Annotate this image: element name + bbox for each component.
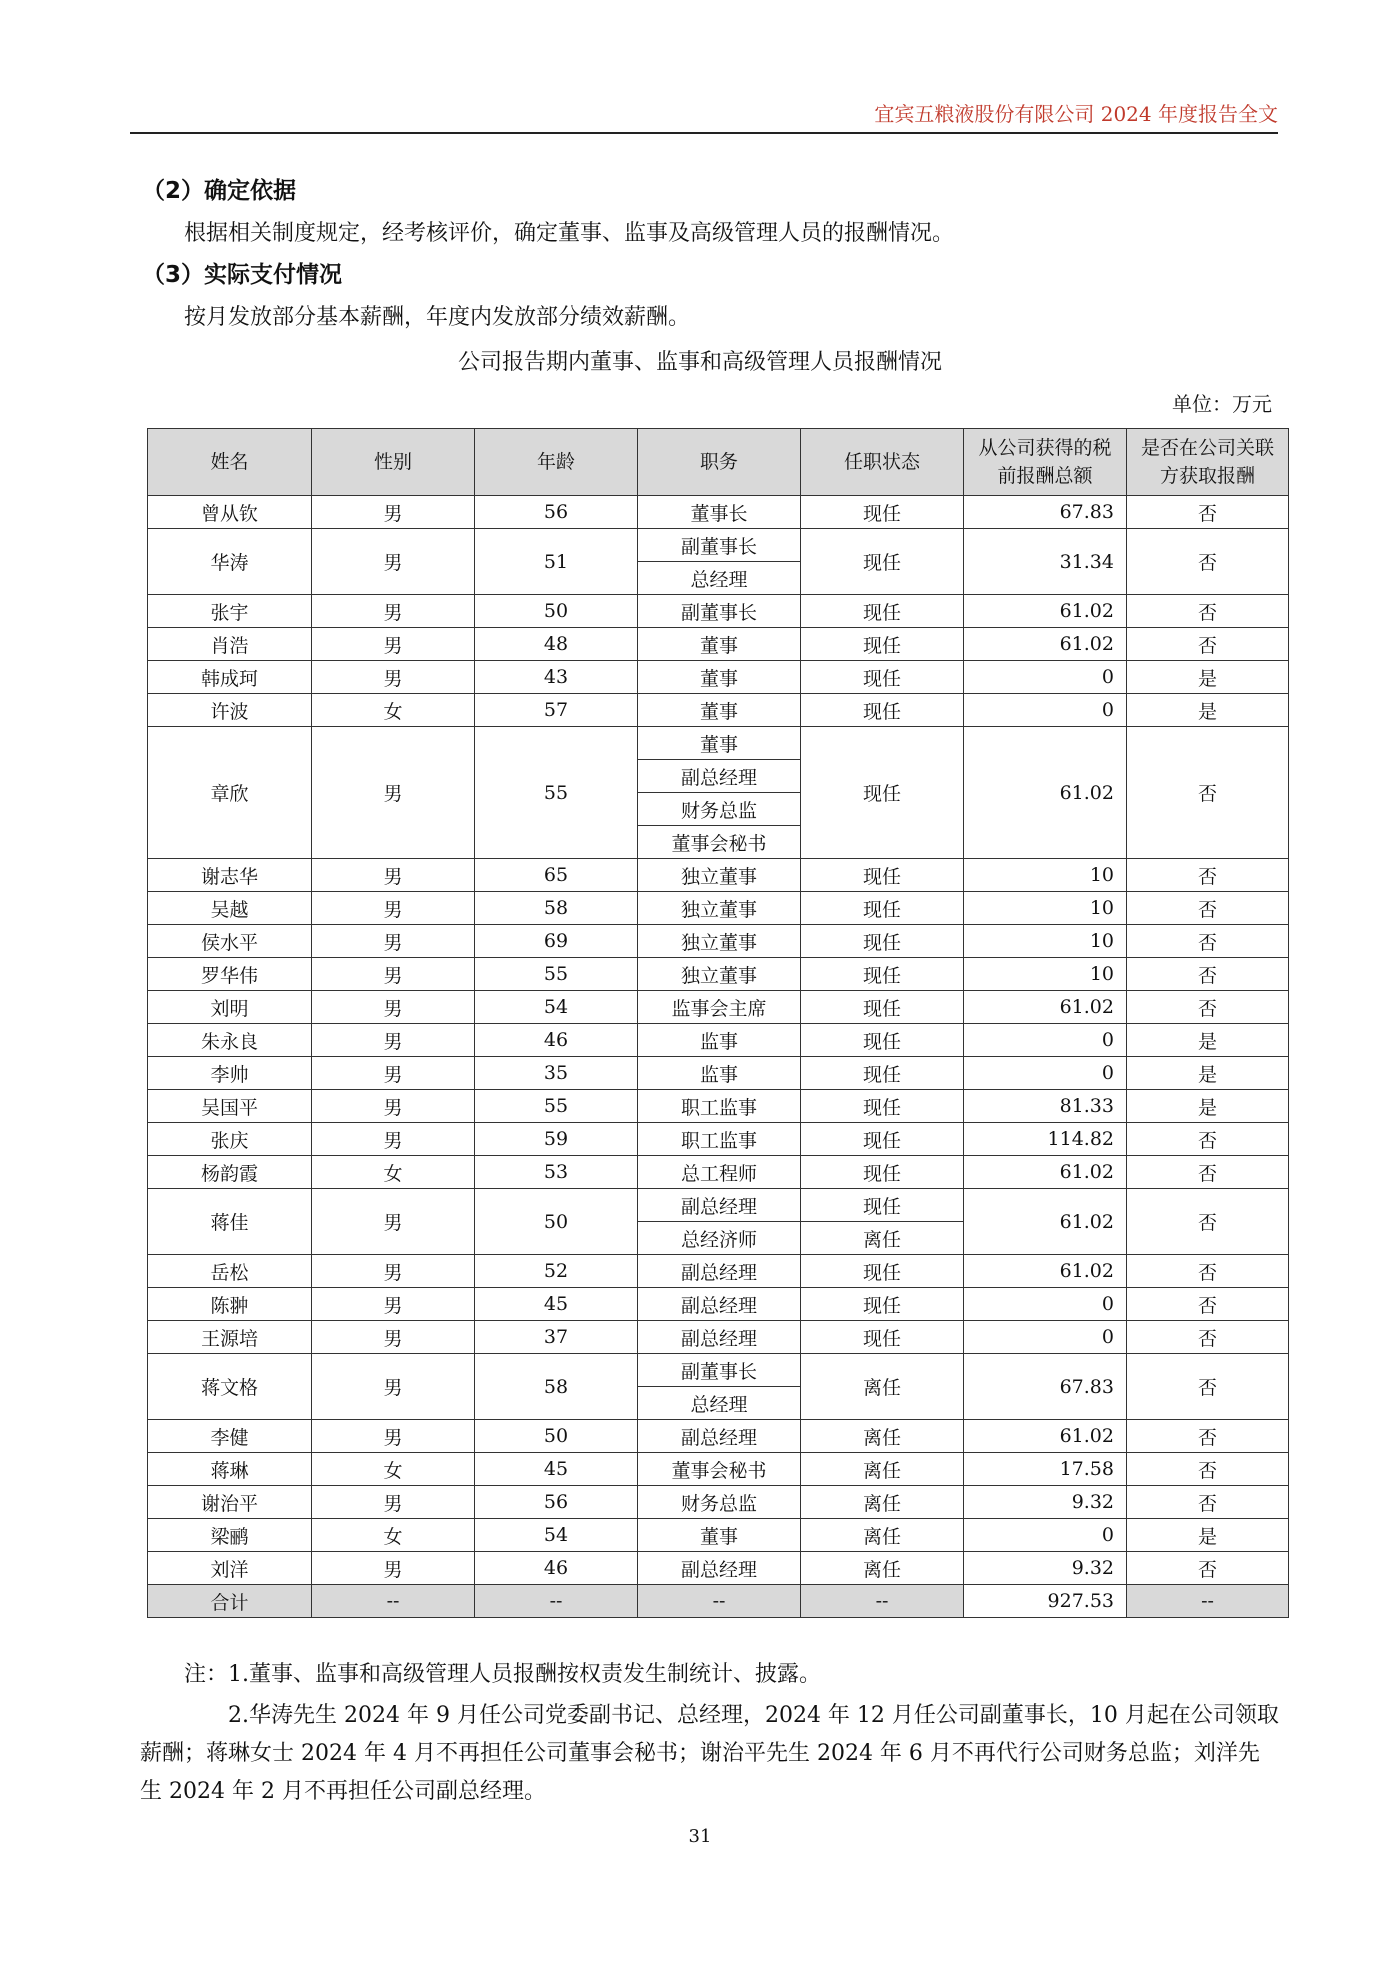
cell-position: 总经理: [638, 562, 801, 595]
cell-age: 69: [475, 925, 638, 958]
cell-position: 副总经理: [638, 1288, 801, 1321]
column-header: 年龄: [475, 429, 638, 496]
cell-pay: 81.33: [964, 1090, 1127, 1123]
cell-name: 蒋文格: [148, 1354, 312, 1420]
cell-position: 副总经理: [638, 1552, 801, 1585]
table-row: [148, 595, 1289, 628]
cell-gender: 男: [312, 1288, 475, 1321]
cell-gender: 男: [312, 1024, 475, 1057]
running-header: 宜宾五粮液股份有限公司 2024 年度报告全文: [874, 102, 1278, 126]
cell-status: 离任: [801, 1453, 964, 1486]
cell-age: 54: [475, 1519, 638, 1552]
cell-pay: 0: [964, 661, 1127, 694]
cell-name: 蒋琳: [148, 1453, 312, 1486]
cell-name: 张庆: [148, 1123, 312, 1156]
cell-gender: 男: [312, 529, 475, 595]
header-rule: [130, 132, 1278, 134]
table-row: [148, 496, 1289, 529]
table-row: [148, 892, 1289, 925]
cell-age: 55: [475, 1090, 638, 1123]
cell-name: 蒋佳: [148, 1189, 312, 1255]
table-row: [148, 1552, 1289, 1585]
cell-name: 吴越: [148, 892, 312, 925]
cell-status: 现任: [801, 991, 964, 1024]
cell-pay: 61.02: [964, 1156, 1127, 1189]
total-pay: 927.53: [964, 1585, 1127, 1618]
cell-position: 独立董事: [638, 925, 801, 958]
cell-related: 否: [1127, 892, 1289, 925]
cell-age: 51: [475, 529, 638, 595]
cell-position: 董事会秘书: [638, 826, 801, 859]
cell-status: 离任: [801, 1552, 964, 1585]
cell-related: 否: [1127, 529, 1289, 595]
cell-related: 否: [1127, 1552, 1289, 1585]
cell-status: 现任: [801, 694, 964, 727]
cell-pay: 0: [964, 1288, 1127, 1321]
cell-gender: 男: [312, 859, 475, 892]
cell-status: 现任: [801, 1321, 964, 1354]
cell-position: 独立董事: [638, 892, 801, 925]
cell-related: 否: [1127, 1288, 1289, 1321]
table-caption: 公司报告期内董事、监事和高级管理人员报酬情况: [457, 350, 942, 375]
cell-name: 章欣: [148, 727, 312, 859]
cell-status: 现任: [801, 1090, 964, 1123]
total-dash: --: [475, 1585, 638, 1618]
cell-age: 50: [475, 1420, 638, 1453]
column-header: 从公司获得的税前报酬总额: [964, 429, 1127, 496]
cell-related: 否: [1127, 859, 1289, 892]
cell-status: 现任: [801, 628, 964, 661]
cell-gender: 男: [312, 727, 475, 859]
cell-status: 现任: [801, 1255, 964, 1288]
table-row: [148, 628, 1289, 661]
table-row: [148, 958, 1289, 991]
cell-name: 梁鹂: [148, 1519, 312, 1552]
cell-age: 53: [475, 1156, 638, 1189]
cell-status: 现任: [801, 1288, 964, 1321]
cell-age: 54: [475, 991, 638, 1024]
table-row: [148, 925, 1289, 958]
cell-age: 50: [475, 595, 638, 628]
cell-position: 财务总监: [638, 793, 801, 826]
table-row: [148, 1519, 1289, 1552]
total-dash: --: [1127, 1585, 1289, 1618]
cell-position: 职工监事: [638, 1090, 801, 1123]
cell-position: 副董事长: [638, 1354, 801, 1387]
cell-position: 副总经理: [638, 760, 801, 793]
cell-related: 否: [1127, 727, 1289, 859]
table-row: [148, 727, 1289, 760]
cell-pay: 61.02: [964, 1420, 1127, 1453]
table-row: [148, 1156, 1289, 1189]
cell-name: 吴国平: [148, 1090, 312, 1123]
cell-gender: 男: [312, 628, 475, 661]
cell-status: 现任: [801, 661, 964, 694]
cell-name: 刘明: [148, 991, 312, 1024]
cell-name: 罗华伟: [148, 958, 312, 991]
total-dash: --: [638, 1585, 801, 1618]
cell-position: 董事: [638, 1519, 801, 1552]
cell-age: 43: [475, 661, 638, 694]
cell-position: 董事: [638, 727, 801, 760]
cell-position: 总经济师: [638, 1222, 801, 1255]
cell-gender: 男: [312, 1552, 475, 1585]
cell-position: 职工监事: [638, 1123, 801, 1156]
cell-gender: 男: [312, 925, 475, 958]
table-row: [148, 694, 1289, 727]
cell-related: 否: [1127, 1453, 1289, 1486]
cell-status: 现任: [801, 529, 964, 595]
cell-pay: 61.02: [964, 595, 1127, 628]
cell-age: 56: [475, 1486, 638, 1519]
cell-related: 否: [1127, 1321, 1289, 1354]
cell-gender: 男: [312, 1420, 475, 1453]
cell-gender: 男: [312, 1090, 475, 1123]
cell-pay: 0: [964, 1057, 1127, 1090]
cell-status: 现任: [801, 1024, 964, 1057]
cell-pay: 114.82: [964, 1123, 1127, 1156]
cell-related: 是: [1127, 661, 1289, 694]
cell-age: 48: [475, 628, 638, 661]
cell-position: 副总经理: [638, 1420, 801, 1453]
cell-pay: 10: [964, 859, 1127, 892]
cell-age: 59: [475, 1123, 638, 1156]
cell-position: 董事: [638, 628, 801, 661]
cell-position: 监事: [638, 1057, 801, 1090]
table-row: [148, 991, 1289, 1024]
cell-gender: 男: [312, 1123, 475, 1156]
cell-position: 总经理: [638, 1387, 801, 1420]
table-row: [148, 1024, 1289, 1057]
cell-pay: 61.02: [964, 1189, 1127, 1255]
column-header: 姓名: [148, 429, 312, 496]
cell-gender: 女: [312, 694, 475, 727]
cell-position: 独立董事: [638, 859, 801, 892]
section-body-payment: 按月发放部分基本薪酬，年度内发放部分绩效薪酬。: [184, 305, 691, 330]
unit-label: 单位：万元: [1172, 392, 1272, 416]
cell-gender: 女: [312, 1156, 475, 1189]
cell-status: 现任: [801, 1057, 964, 1090]
table-row: [148, 1255, 1289, 1288]
cell-status: 现任: [801, 958, 964, 991]
cell-related: 是: [1127, 1057, 1289, 1090]
cell-pay: 0: [964, 1024, 1127, 1057]
cell-pay: 0: [964, 1321, 1127, 1354]
cell-pay: 9.32: [964, 1486, 1127, 1519]
column-header: 性别: [312, 429, 475, 496]
cell-gender: 男: [312, 661, 475, 694]
cell-gender: 男: [312, 991, 475, 1024]
table-row: [148, 529, 1289, 562]
cell-position: 董事: [638, 694, 801, 727]
column-header: 职务: [638, 429, 801, 496]
cell-related: 是: [1127, 694, 1289, 727]
cell-gender: 男: [312, 1354, 475, 1420]
cell-position: 副总经理: [638, 1255, 801, 1288]
cell-position: 董事会秘书: [638, 1453, 801, 1486]
section-body-basis: 根据相关制度规定，经考核评价，确定董事、监事及高级管理人员的报酬情况。: [184, 221, 955, 246]
table-row: [148, 1453, 1289, 1486]
cell-pay: 67.83: [964, 1354, 1127, 1420]
cell-gender: 男: [312, 1057, 475, 1090]
cell-related: 否: [1127, 1420, 1289, 1453]
cell-pay: 0: [964, 1519, 1127, 1552]
cell-name: 华涛: [148, 529, 312, 595]
cell-age: 56: [475, 496, 638, 529]
total-row: [148, 1585, 1289, 1618]
cell-pay: 10: [964, 892, 1127, 925]
cell-position: 独立董事: [638, 958, 801, 991]
cell-name: 刘洋: [148, 1552, 312, 1585]
cell-age: 50: [475, 1189, 638, 1255]
cell-related: 否: [1127, 1156, 1289, 1189]
note-2: 2.华涛先生 2024 年 9 月任公司党委副书记、总经理，2024 年 12 月任公司副董事长，10 月起在公司领取薪酬；蒋琳女士 2024 年 4 月不再担任公司董事会秘书；谢治平先生 2024 年 6 月不再代行公司财务总监；刘洋先生 2024 年 2 月不再担任公司副总经理。: [140, 1703, 1279, 1804]
cell-position: 财务总监: [638, 1486, 801, 1519]
cell-position: 副董事长: [638, 529, 801, 562]
cell-pay: 61.02: [964, 1255, 1127, 1288]
cell-name: 谢治平: [148, 1486, 312, 1519]
cell-pay: 10: [964, 958, 1127, 991]
cell-related: 否: [1127, 958, 1289, 991]
cell-status: 现任: [801, 595, 964, 628]
cell-name: 韩成珂: [148, 661, 312, 694]
cell-name: 岳松: [148, 1255, 312, 1288]
cell-related: 否: [1127, 1486, 1289, 1519]
cell-status: 现任: [801, 859, 964, 892]
cell-gender: 男: [312, 1255, 475, 1288]
cell-position: 监事会主席: [638, 991, 801, 1024]
cell-age: 55: [475, 727, 638, 859]
cell-related: 否: [1127, 595, 1289, 628]
cell-related: 否: [1127, 1189, 1289, 1255]
cell-pay: 10: [964, 925, 1127, 958]
cell-name: 杨韵霞: [148, 1156, 312, 1189]
cell-name: 谢志华: [148, 859, 312, 892]
cell-gender: 男: [312, 892, 475, 925]
cell-related: 否: [1127, 925, 1289, 958]
total-label: 合计: [148, 1585, 312, 1618]
cell-position: 董事: [638, 661, 801, 694]
cell-gender: 男: [312, 1189, 475, 1255]
cell-status: 现任: [801, 727, 964, 859]
cell-gender: 男: [312, 595, 475, 628]
table-row: [148, 661, 1289, 694]
cell-related: 否: [1127, 496, 1289, 529]
cell-position: 副董事长: [638, 595, 801, 628]
cell-name: 张宇: [148, 595, 312, 628]
table-row: [148, 1189, 1289, 1222]
cell-name: 曾从钦: [148, 496, 312, 529]
cell-age: 58: [475, 1354, 638, 1420]
cell-age: 52: [475, 1255, 638, 1288]
cell-status: 离任: [801, 1420, 964, 1453]
cell-related: 否: [1127, 1123, 1289, 1156]
cell-related: 是: [1127, 1024, 1289, 1057]
cell-age: 57: [475, 694, 638, 727]
cell-status: 现任: [801, 1156, 964, 1189]
table-row: [148, 1090, 1289, 1123]
table-row: [148, 1354, 1289, 1387]
cell-position: 副总经理: [638, 1321, 801, 1354]
total-dash: --: [801, 1585, 964, 1618]
cell-status: 现任: [801, 1123, 964, 1156]
column-header: 是否在公司关联方获取报酬: [1127, 429, 1289, 496]
total-dash: --: [312, 1585, 475, 1618]
cell-pay: 67.83: [964, 496, 1127, 529]
cell-gender: 男: [312, 496, 475, 529]
cell-status: 离任: [801, 1354, 964, 1420]
table-row: [148, 1057, 1289, 1090]
section-heading-basis: （2）确定依据: [142, 178, 297, 204]
table-header-row: [148, 429, 1289, 496]
cell-age: 65: [475, 859, 638, 892]
table-row: [148, 1288, 1289, 1321]
cell-name: 李健: [148, 1420, 312, 1453]
table-body: [148, 496, 1289, 1585]
cell-pay: 9.32: [964, 1552, 1127, 1585]
cell-age: 46: [475, 1552, 638, 1585]
cell-status: 离任: [801, 1222, 964, 1255]
section-heading-payment: （3）实际支付情况: [142, 262, 343, 288]
cell-gender: 男: [312, 1486, 475, 1519]
cell-status: 现任: [801, 1189, 964, 1222]
cell-pay: 31.34: [964, 529, 1127, 595]
table-row: [148, 1123, 1289, 1156]
page-number: 31: [688, 1826, 712, 1847]
table-row: [148, 1420, 1289, 1453]
cell-gender: 男: [312, 958, 475, 991]
cell-related: 否: [1127, 628, 1289, 661]
cell-pay: 0: [964, 694, 1127, 727]
note-1: 注：1.董事、监事和高级管理人员报酬按权责发生制统计、披露。: [184, 1662, 821, 1687]
cell-position: 董事长: [638, 496, 801, 529]
table-row: [148, 859, 1289, 892]
cell-name: 李帅: [148, 1057, 312, 1090]
cell-name: 朱永良: [148, 1024, 312, 1057]
cell-status: 现任: [801, 892, 964, 925]
table-row: [148, 1321, 1289, 1354]
cell-age: 46: [475, 1024, 638, 1057]
cell-name: 肖浩: [148, 628, 312, 661]
cell-pay: 61.02: [964, 727, 1127, 859]
cell-name: 许波: [148, 694, 312, 727]
cell-status: 现任: [801, 496, 964, 529]
cell-age: 37: [475, 1321, 638, 1354]
cell-related: 否: [1127, 1354, 1289, 1420]
cell-position: 副总经理: [638, 1189, 801, 1222]
column-header: 任职状态: [801, 429, 964, 496]
cell-pay: 17.58: [964, 1453, 1127, 1486]
cell-pay: 61.02: [964, 628, 1127, 661]
cell-position: 总工程师: [638, 1156, 801, 1189]
cell-position: 监事: [638, 1024, 801, 1057]
cell-age: 45: [475, 1453, 638, 1486]
cell-name: 陈翀: [148, 1288, 312, 1321]
cell-age: 55: [475, 958, 638, 991]
cell-gender: 男: [312, 1321, 475, 1354]
cell-name: 侯水平: [148, 925, 312, 958]
cell-age: 45: [475, 1288, 638, 1321]
cell-pay: 61.02: [964, 991, 1127, 1024]
cell-status: 离任: [801, 1519, 964, 1552]
cell-related: 否: [1127, 991, 1289, 1024]
cell-gender: 女: [312, 1519, 475, 1552]
cell-status: 离任: [801, 1486, 964, 1519]
cell-name: 王源培: [148, 1321, 312, 1354]
cell-related: 是: [1127, 1519, 1289, 1552]
cell-gender: 女: [312, 1453, 475, 1486]
cell-age: 58: [475, 892, 638, 925]
cell-related: 否: [1127, 1255, 1289, 1288]
cell-status: 现任: [801, 925, 964, 958]
cell-age: 35: [475, 1057, 638, 1090]
table-row: [148, 1486, 1289, 1519]
cell-related: 是: [1127, 1090, 1289, 1123]
compensation-table: [147, 428, 1289, 1618]
